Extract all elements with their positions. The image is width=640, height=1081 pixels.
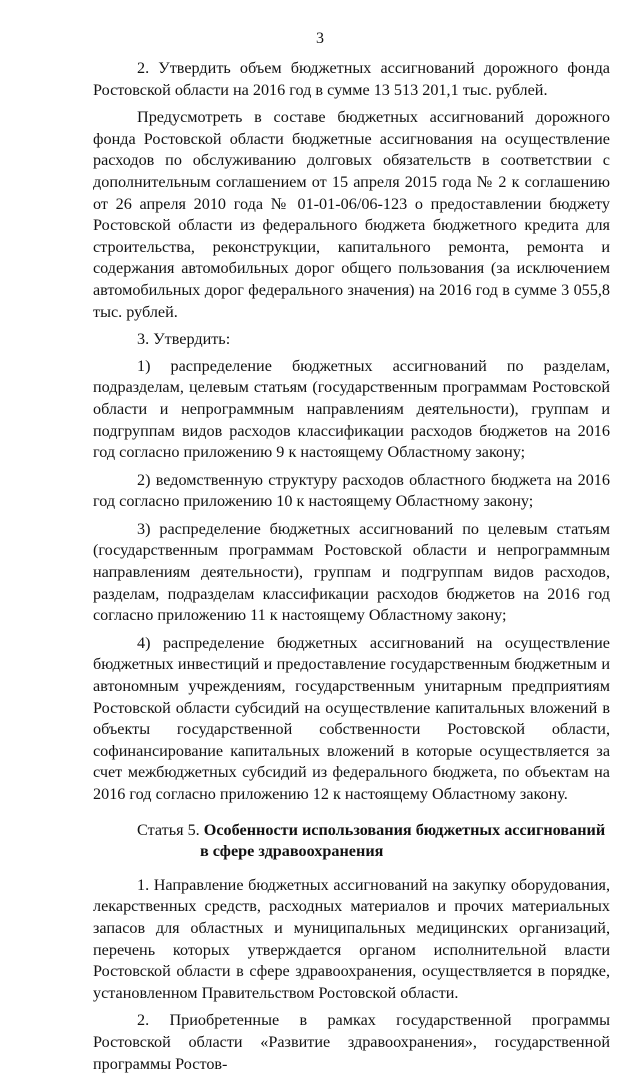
paragraph-debt-servicing: Предусмотреть в составе бюджетных ассигнований дорожного фонда Ростовской области бюджетные ассигнования на осуществление расходов по обслуживанию долговых обязательств в соответствии с дополнительным соглашением от 15 апреля 2015 года № 2 к соглашению от 26 апреля 2010 года № 01-01-06/06-123 о предоставлении бюджету Ростовской области из федерального бюджета бюджетного кредита для строительства, реконструкции, капитального ремонта, ремонта и содержания автомобильных дорог общего пользования (за исключением автомобильных дорог федерального значения) на 2016 год в сумме 3 055,8 тыс. рублей.	[93, 108, 610, 321]
article-heading	[93, 820, 610, 863]
article-title-continuation: в сфере здравоохранения	[200, 842, 384, 861]
document-body	[93, 58, 610, 1081]
list-item-2: 2) ведомственную структуру расходов областного бюджета на 2016 год согласно приложению 10 к настоящему Областному закону;	[93, 470, 610, 511]
article-title: Особенности использования бюджетных ассигнований	[203, 820, 606, 839]
list-item-1: 1) распределение бюджетных ассигнований по разделам, подразделам, целевым статьям (государственным программам Ростовской области и непрограммным направлениям деятельности), группам и подгруппам видов расходов классификации расходов бюджетов на 2016 год согласно приложению 9 к настоящему Областному закону;	[93, 356, 610, 462]
paragraph-road-fund-volume: 2. Утвердить объем бюджетных ассигнований дорожного фонда Ростовской области на 2016 год в сумме 13 513 201,1 тыс. рублей.	[93, 59, 610, 99]
article-label: Статья 5.	[137, 820, 200, 839]
article-paragraph-1: 1. Направление бюджетных ассигнований на закупку оборудования, лекарственных средств, расходных материалов и прочих материальных запасов для областных и муниципальных медицинских организаций, перечень которых утверждается органом исполнительной власти Ростовской области в сфере здравоохранения, осуществляется в порядке, установленном Правительством Ростовской области.	[93, 875, 610, 1002]
list-item-4: 4) распределение бюджетных ассигнований на осуществление бюджетных инвестиций и предоставление государственным бюджетным и автономным учреждениям, государственным унитарным предприятиям Ростовской области субсидий на осуществление капитальных вложений в объекты государственной собственности Ростовской области, софинансирование капитальных вложений в которые осуществляется за счет межбюджетных субсидий из федерального бюджета, по объектам на 2016 год согласно приложению 12 к настоящему Областному закону.	[93, 633, 610, 803]
list-item-3: 3) распределение бюджетных ассигнований по целевым статьям (государственным программам Ростовской области и непрограммным направлениям деятельности), группам и подгруппам видов расходов, разделам, подразделам классификации расходов бюджетов на 2016 год согласно приложению 11 к настоящему Областному закону;	[93, 519, 610, 625]
paragraph-approve-heading: 3. Утвердить:	[137, 330, 231, 349]
article-paragraph-2: 2. Приобретенные в рамках государственной программы Ростовской области «Развитие здравоохранения», государственной программы Ростов-	[93, 1011, 610, 1073]
page-number: 3	[316, 30, 324, 47]
